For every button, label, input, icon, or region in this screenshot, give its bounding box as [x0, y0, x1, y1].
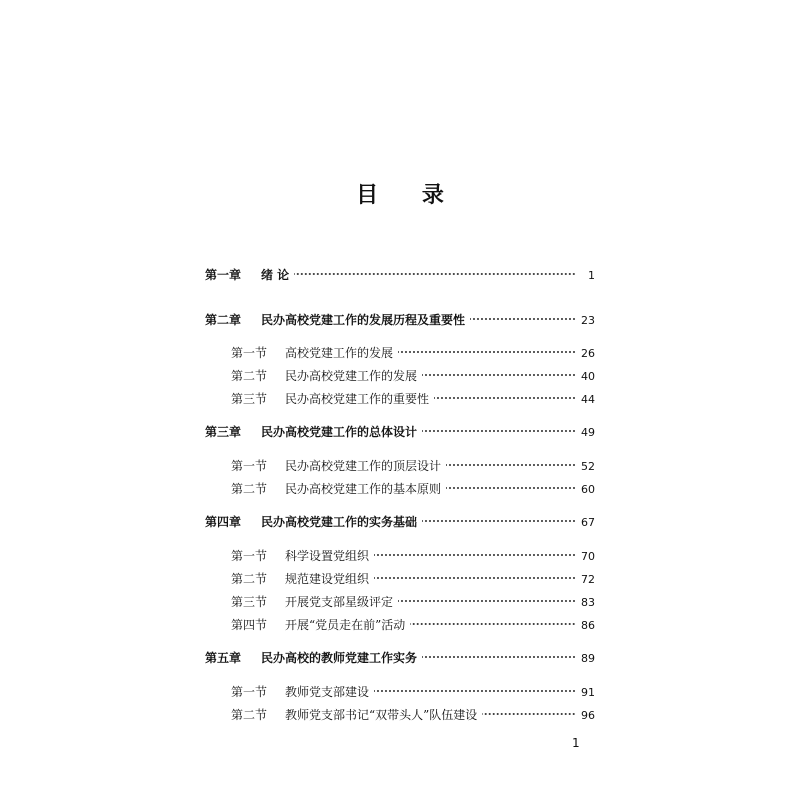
toc-entry-section-2-1[interactable]	[231, 343, 595, 363]
toc-title: 目 录	[356, 182, 462, 208]
leader-dots	[482, 712, 576, 716]
toc-entry-label: 第五章	[205, 651, 242, 665]
toc-entry-title: 民办高校的教师党建工作实务	[261, 651, 418, 665]
toc-entry-title: 规范建设党组织	[285, 572, 370, 586]
toc-entry-label: 第一节	[231, 549, 268, 563]
leader-dots	[398, 599, 576, 603]
toc-entry-section-3-1[interactable]	[231, 456, 595, 476]
toc-entry-label: 第一节	[231, 346, 268, 360]
toc-entry-page: 1	[588, 269, 595, 282]
leader-dots	[434, 396, 576, 400]
toc-entry-section-5-1[interactable]	[231, 682, 595, 702]
toc-entry-title: 民办高校党建工作的实务基础	[261, 515, 418, 529]
toc-entry-chapter-4[interactable]	[205, 512, 595, 532]
toc-entry-section-2-3[interactable]	[231, 389, 595, 409]
toc-entry-title: 民办高校党建工作的发展历程及重要性	[261, 313, 466, 327]
toc-entry-label: 第三节	[231, 392, 268, 406]
toc-entry-title: 民办高校党建工作的重要性	[285, 392, 430, 406]
toc-entry-label: 第三节	[231, 595, 268, 609]
toc-entry-page: 83	[581, 596, 595, 609]
toc-entry-label: 第二章	[205, 313, 242, 327]
toc-entry-label: 第三章	[205, 425, 242, 439]
toc-entry-title: 教师党支部书记“双带头人”队伍建设	[285, 708, 478, 722]
toc-entry-label: 第四章	[205, 515, 242, 529]
toc-entry-chapter-2[interactable]	[205, 310, 595, 330]
toc-entry-section-4-4[interactable]	[231, 615, 595, 635]
toc-entry-label: 第一章	[205, 268, 242, 282]
toc-entry-title: 民办高校党建工作的发展	[285, 369, 418, 383]
toc-entry-chapter-3[interactable]	[205, 422, 595, 442]
toc-entry-page: 23	[581, 314, 595, 327]
page-number: 1	[572, 736, 580, 750]
toc-entry-page: 40	[581, 370, 595, 383]
toc-entry-title: 绪 论	[261, 268, 290, 282]
toc-entry-page: 89	[581, 652, 595, 665]
toc-entry-section-2-2[interactable]	[231, 366, 595, 386]
leader-dots	[422, 655, 576, 659]
toc-entry-label: 第一节	[231, 685, 268, 699]
toc-entry-title: 民办高校党建工作的顶层设计	[285, 459, 442, 473]
toc-entry-page: 70	[581, 550, 595, 563]
toc-entry-chapter-1[interactable]	[205, 265, 595, 285]
leader-dots	[446, 486, 576, 490]
toc-entry-title: 高校党建工作的发展	[285, 346, 394, 360]
toc-entry-page: 52	[581, 460, 595, 473]
toc-entry-title: 民办高校党建工作的基本原则	[285, 482, 442, 496]
toc-entry-title: 科学设置党组织	[285, 549, 370, 563]
toc-entry-page: 60	[581, 483, 595, 496]
toc-entry-section-4-3[interactable]	[231, 592, 595, 612]
leader-dots	[374, 553, 576, 557]
toc-entry-label: 第二节	[231, 482, 268, 496]
toc-entry-title: 教师党支部建设	[285, 685, 370, 699]
toc-entry-page: 67	[581, 516, 595, 529]
leader-dots	[422, 373, 576, 377]
toc-entry-label: 第一节	[231, 459, 268, 473]
toc-entry-page: 91	[581, 686, 595, 699]
leader-dots	[374, 689, 576, 693]
toc-entry-title: 开展党支部星级评定	[285, 595, 394, 609]
toc-entry-page: 86	[581, 619, 595, 632]
toc-entry-page: 49	[581, 426, 595, 439]
leader-dots	[422, 429, 576, 433]
toc-entry-label: 第二节	[231, 369, 268, 383]
leader-dots	[422, 519, 576, 523]
leader-dots	[410, 622, 576, 626]
toc-entry-section-5-2[interactable]	[231, 705, 595, 725]
toc-entry-page: 44	[581, 393, 595, 406]
toc-entry-section-3-2[interactable]	[231, 479, 595, 499]
toc-entry-label: 第四节	[231, 618, 268, 632]
leader-dots	[446, 463, 576, 467]
toc-entry-label: 第二节	[231, 708, 268, 722]
toc-entry-section-4-2[interactable]	[231, 569, 595, 589]
toc-entry-page: 26	[581, 347, 595, 360]
leader-dots	[470, 317, 576, 321]
toc-entry-title: 民办高校党建工作的总体设计	[261, 425, 418, 439]
toc-entry-page: 96	[581, 709, 595, 722]
toc-entry-chapter-5[interactable]	[205, 648, 595, 668]
toc-entry-label: 第二节	[231, 572, 268, 586]
leader-dots	[374, 576, 576, 580]
toc-entry-page: 72	[581, 573, 595, 586]
toc-entry-title: 开展“党员走在前”活动	[285, 618, 406, 632]
toc-entry-section-4-1[interactable]	[231, 546, 595, 566]
leader-dots	[398, 350, 576, 354]
leader-dots	[294, 272, 576, 276]
